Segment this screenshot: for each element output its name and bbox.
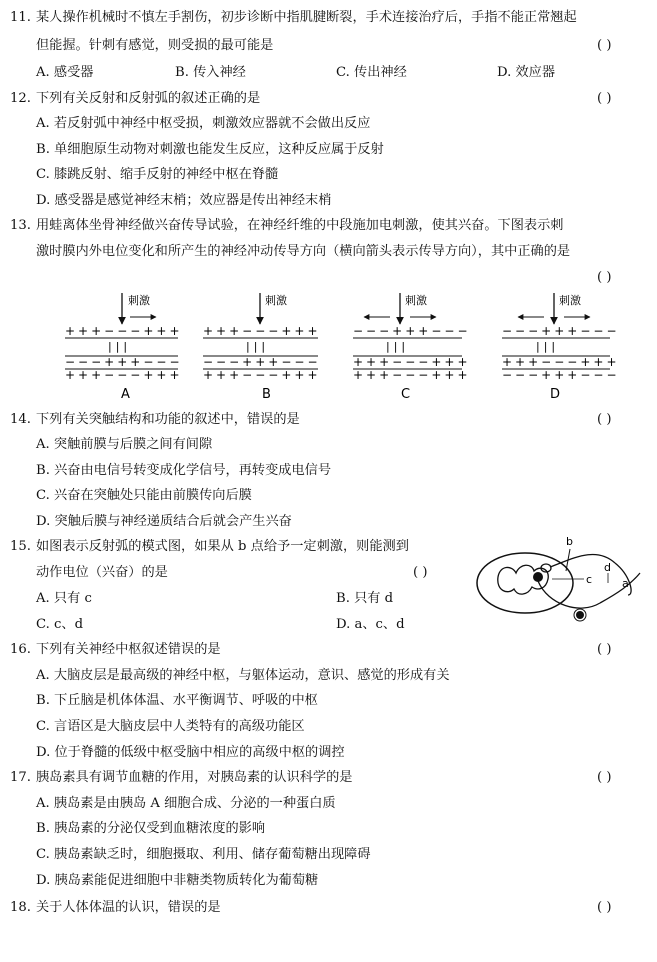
q13-figure-b-stimulus: 刺激 xyxy=(265,294,287,307)
q14-option-b-line xyxy=(0,459,657,483)
q16-option-b: B. 下丘脑是机体体温、水平衡调节、呼吸的中枢 xyxy=(36,693,318,708)
q13-figure-d-bot1: +++−−−+++ xyxy=(502,355,620,369)
q12-option-d: D. 感受器是感觉神经末梢；效应器是传出神经末梢 xyxy=(36,193,332,208)
q13-figure-a-stimulus: 刺激 xyxy=(128,294,150,307)
q13-figure-c-mid: ||| xyxy=(386,340,410,353)
q11-option-c: C. 传出神经 xyxy=(336,65,407,80)
q13-figure-c-stimulus: 刺激 xyxy=(405,294,427,307)
q13-figure-a-bot2: +++−−−+++ xyxy=(65,368,183,382)
q17-stem: 胰岛素具有调节血糖的作用，对胰岛素的认识科学的是 xyxy=(36,770,353,785)
q11-answer-paren: ( ) xyxy=(597,38,612,53)
q13-membrane-figures xyxy=(0,290,657,400)
q13-figure-b-bot2: +++−−−+++ xyxy=(203,368,321,382)
q13-figure-c xyxy=(353,293,471,382)
q16-number: 16. xyxy=(10,642,31,657)
q13-figure-a-top: +++−−−+++ xyxy=(65,324,183,338)
q13-figure-b-top: +++−−−+++ xyxy=(203,324,321,338)
q15-label-a: a xyxy=(622,577,629,590)
q11-stem-line1: 某人操作机械时不慎左手割伤，初步诊断中指肌腱断裂，手术连接治疗后，手指不能正常翘起 xyxy=(36,10,577,25)
q13-figure-d-bot2: −−−+++−−− xyxy=(502,368,620,382)
q18-stem: 关于人体体温的认识，错误的是 xyxy=(36,900,221,915)
q12-answer-paren: ( ) xyxy=(597,91,612,106)
q13-number: 13. xyxy=(10,218,31,233)
q12-option-a-line xyxy=(0,112,657,136)
q13-figure-c-bot1: +++−−−+++ xyxy=(353,355,471,369)
q18-line1 xyxy=(0,896,657,920)
q11-option-b: B. 传入神经 xyxy=(175,65,246,80)
q13-figure-a xyxy=(65,293,183,382)
q12-line1 xyxy=(0,87,657,111)
q17-answer-paren: ( ) xyxy=(597,770,612,785)
q16-option-c-line xyxy=(0,715,657,739)
q15-option-b: B. 只有 d xyxy=(336,591,394,606)
q13-stem-line2: 激时膜内外电位变化和所产生的神经冲动传导方向（横向箭头表示传导方向），其中正确的是 xyxy=(36,244,571,259)
q16-option-c: C. 言语区是大脑皮层中人类特有的高级功能区 xyxy=(36,719,305,734)
q14-answer-paren: ( ) xyxy=(597,412,612,427)
q17-option-b: B. 胰岛素的分泌仅受到血糖浓度的影响 xyxy=(36,821,266,836)
q12-option-c-line xyxy=(0,163,657,187)
q13-figure-b-mid: ||| xyxy=(246,340,270,353)
q13-figure-a-mid: ||| xyxy=(108,340,132,353)
q13-label-a: A xyxy=(121,387,130,400)
q13-label-b: B xyxy=(262,387,271,400)
q17-option-a-line xyxy=(0,792,657,816)
q11-option-d: D. 效应器 xyxy=(497,65,556,80)
q16-line1 xyxy=(0,638,657,662)
q15-stem-line1: 如图表示反射弧的模式图，如果从 b 点给予一定刺激，则能测到 xyxy=(36,539,409,554)
q12-number: 12. xyxy=(10,91,31,106)
q13-figure-d-stimulus: 刺激 xyxy=(559,294,581,307)
q13-line2 xyxy=(0,240,657,264)
q16-option-a-line xyxy=(0,664,657,688)
q15-option-d: D. a、c、d xyxy=(336,617,405,632)
q15-stem-line2: 动作电位（兴奋）的是 xyxy=(36,565,168,580)
q16-option-d: D. 位于脊髓的低级中枢受脑中相应的高级中枢的调控 xyxy=(36,745,345,760)
q11-line1 xyxy=(0,6,657,30)
q12-stem: 下列有关反射和反射弧的叙述正确的是 xyxy=(36,91,261,106)
q14-option-b: B. 兴奋由电信号转变成化学信号，再转变成电信号 xyxy=(36,463,332,478)
q13-figure-c-top: −−−+++−−− xyxy=(353,324,471,338)
q16-option-b-line xyxy=(0,689,657,713)
q16-stem: 下列有关神经中枢叙述错误的是 xyxy=(36,642,221,657)
q16-option-d-line xyxy=(0,741,657,765)
q17-option-a: A. 胰岛素是由胰岛 A 细胞合成、分泌的一种蛋白质 xyxy=(36,796,336,811)
q13-stem-line1: 用蛙离体坐骨神经做兴奋传导试验，在神经纤维的中段施加电刺激，使其兴奋。下图表示刺 xyxy=(36,218,564,233)
q11-number: 11. xyxy=(10,10,31,25)
q16-answer-paren: ( ) xyxy=(597,642,612,657)
q13-label-c: C xyxy=(401,387,411,400)
q14-stem: 下列有关突触结构和功能的叙述中，错误的是 xyxy=(36,412,300,427)
q15-number: 15. xyxy=(10,539,31,554)
q13-figure-a-bot1: −−−+++−−− xyxy=(65,355,183,369)
q14-option-a: A. 突触前膜与后膜之间有间隙 xyxy=(36,437,213,452)
q13-line1 xyxy=(0,214,657,238)
q17-option-d: D. 胰岛素能促进细胞中非糖类物质转化为葡萄糖 xyxy=(36,873,319,888)
q14-option-d-line xyxy=(0,510,657,534)
q15-reflex-arc-diagram xyxy=(470,535,650,635)
q13-answer-paren: ( ) xyxy=(597,270,612,285)
q15-answer-paren: ( ) xyxy=(413,565,428,580)
q11-option-a: A. 感受器 xyxy=(36,65,94,80)
q14-option-a-line xyxy=(0,433,657,457)
q13-figure-b-bot1: −−−+++−−− xyxy=(203,355,321,369)
q12-option-b-line xyxy=(0,138,657,162)
q17-number: 17. xyxy=(10,770,31,785)
q12-option-a: A. 若反射弧中神经中枢受损，刺激效应器就不会做出反应 xyxy=(36,116,371,131)
q11-options xyxy=(0,61,657,85)
q12-option-c: C. 膝跳反射、缩手反射的神经中枢在脊髓 xyxy=(36,167,279,182)
q18-answer-paren: ( ) xyxy=(597,900,612,915)
q11-stem-line2: 但能握。针刺有感觉，则受损的最可能是 xyxy=(36,38,274,53)
q15-option-c: C. c、d xyxy=(36,617,84,632)
q17-option-c: C. 胰岛素缺乏时，细胞摄取、利用、储存葡萄糖出现障碍 xyxy=(36,847,371,862)
q11-line2 xyxy=(0,34,657,58)
q15-label-d: d xyxy=(604,561,611,574)
q13-figure-d xyxy=(502,293,620,382)
q14-option-c-line xyxy=(0,484,657,508)
q14-line1 xyxy=(0,408,657,432)
q18-number: 18. xyxy=(10,900,31,915)
q15-label-b: b xyxy=(566,535,573,548)
q17-option-b-line xyxy=(0,817,657,841)
q14-option-d: D. 突触后膜与神经递质结合后就会产生兴奋 xyxy=(36,514,292,529)
q15-label-c: c xyxy=(586,573,593,586)
q17-option-d-line xyxy=(0,869,657,893)
q14-number: 14. xyxy=(10,412,31,427)
q12-option-b: B. 单细胞原生动物对刺激也能发生反应，这种反应属于反射 xyxy=(36,142,384,157)
q13-figure-d-mid: ||| xyxy=(536,340,560,353)
q12-option-d-line xyxy=(0,189,657,213)
q17-option-c-line xyxy=(0,843,657,867)
q13-figure-d-top: −−−+++−−− xyxy=(502,324,620,338)
q13-figure-c-bot2: +++−−−+++ xyxy=(353,368,471,382)
q14-option-c: C. 兴奋在突触处只能由前膜传向后膜 xyxy=(36,488,252,503)
q13-label-d: D xyxy=(550,387,561,400)
q13-line3 xyxy=(0,266,657,290)
q15-option-a: A. 只有 c xyxy=(36,591,92,606)
q17-line1 xyxy=(0,766,657,790)
q13-figure-b xyxy=(203,293,321,382)
q16-option-a: A. 大脑皮层是最高级的神经中枢，与躯体运动，意识、感觉的形成有关 xyxy=(36,668,450,683)
